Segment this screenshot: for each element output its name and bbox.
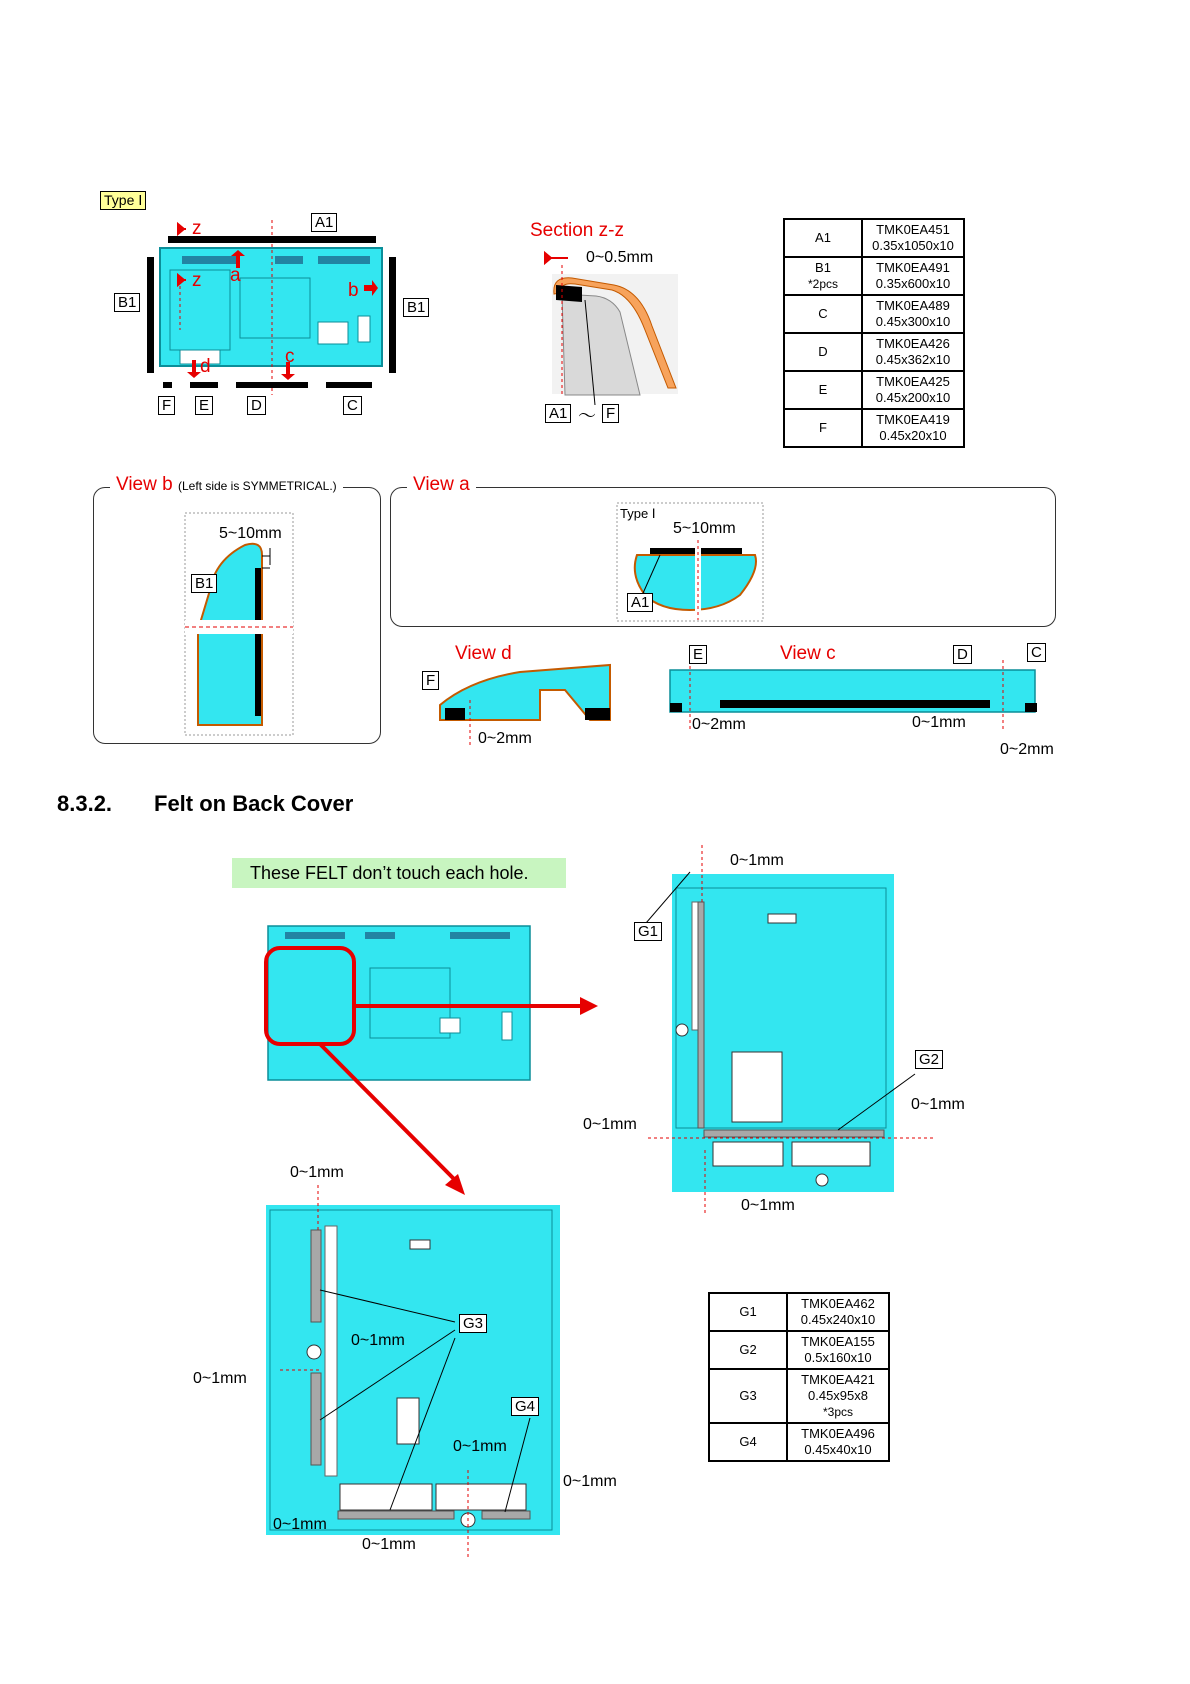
view-c-dim-right: 0~2mm	[1000, 741, 1054, 758]
part-size: 0.35x1050x10	[872, 238, 954, 253]
part-qty: *3pcs	[822, 1405, 854, 1419]
parts-key-text: G2	[739, 1342, 757, 1357]
parts-key-text: D	[818, 344, 828, 359]
section-number: 8.3.2.	[57, 791, 113, 816]
part-size: 0.45x362x10	[875, 352, 951, 367]
bottom-dim-bottom: 0~1mm	[362, 1536, 416, 1553]
view-a-dim: 5~10mm	[673, 520, 736, 537]
view-a-ref: A1	[627, 593, 653, 612]
part-number: TMK0EA425	[876, 374, 950, 389]
parts-row	[709, 1293, 889, 1331]
part-number: TMK0EA489	[876, 298, 950, 313]
label-b1-left: B1	[114, 293, 140, 312]
section-title: Section z-z	[530, 220, 624, 241]
part-number: TMK0EA426	[876, 336, 950, 351]
parts-row	[709, 1331, 889, 1369]
label-c-arrow: c	[285, 346, 295, 367]
view-c-ref-e: E	[689, 645, 707, 664]
part-number: TMK0EA462	[801, 1296, 875, 1311]
right-dim-bottom: 0~1mm	[741, 1197, 795, 1214]
parts-key	[709, 1369, 787, 1423]
label-b: b	[348, 280, 359, 301]
part-qty: *2pcs	[807, 277, 839, 291]
section-gap: 0~0.5mm	[586, 249, 654, 266]
part-size: 0.45x20x10	[879, 428, 947, 443]
label-g3: G3	[459, 1314, 487, 1333]
bottom-dim-left: 0~1mm	[193, 1370, 247, 1387]
part-number: TMK0EA155	[801, 1334, 875, 1349]
parts-key-text: G4	[739, 1434, 757, 1449]
parts-value	[787, 1293, 889, 1331]
part-number: TMK0EA451	[876, 222, 950, 237]
label-c: C	[343, 396, 362, 415]
label-a1: A1	[311, 213, 337, 232]
section-ref-f: F	[602, 404, 619, 423]
section-tilde: ～	[578, 406, 596, 426]
part-number: TMK0EA491	[876, 260, 950, 275]
parts-key	[709, 1293, 787, 1331]
felt-note: These FELT don’t touch each hole.	[232, 858, 566, 888]
section-title-832: Felt on Back Cover	[154, 791, 354, 816]
view-b-dim: 5~10mm	[219, 525, 282, 542]
view-b-note: (Left side is SYMMETRICAL.)	[177, 479, 337, 493]
view-c-dim-mid: 0~1mm	[912, 714, 966, 731]
view-a-type: Type Ⅰ	[620, 506, 656, 521]
parts-key-text: E	[818, 382, 828, 397]
label-e: E	[195, 396, 213, 415]
parts-key-text: G3	[739, 1388, 757, 1403]
view-c-title: View c	[780, 643, 836, 664]
label-g4: G4	[511, 1397, 539, 1416]
parts-table-2	[708, 1292, 890, 1462]
bottom-dim-top: 0~1mm	[290, 1164, 344, 1181]
parts-key-text: F	[819, 420, 827, 435]
bottom-dim-bottom-left: 0~1mm	[273, 1516, 327, 1533]
label-g1: G1	[634, 922, 662, 941]
label-d: D	[247, 396, 266, 415]
part-number: TMK0EA419	[876, 412, 950, 427]
label-z-top: z	[192, 218, 202, 239]
part-size: 0.45x240x10	[800, 1312, 876, 1327]
parts-value	[787, 1331, 889, 1369]
view-c-dim-left: 0~2mm	[692, 716, 746, 733]
part-size: 0.5x160x10	[804, 1350, 872, 1365]
parts-value	[787, 1369, 889, 1423]
right-dim-left: 0~1mm	[583, 1116, 637, 1133]
right-dim-top: 0~1mm	[730, 852, 784, 869]
parts-key	[709, 1423, 787, 1461]
view-d-dim: 0~2mm	[478, 730, 532, 747]
bottom-dim-g3: 0~1mm	[351, 1332, 405, 1349]
label-b1-right: B1	[403, 298, 429, 317]
view-c-ref-c: C	[1027, 643, 1046, 662]
view-a-title: View a	[407, 474, 476, 496]
label-g2: G2	[915, 1050, 943, 1069]
parts-value	[787, 1423, 889, 1461]
view-c-ref-d: D	[953, 645, 972, 664]
view-d-ref: F	[422, 671, 439, 690]
parts-key-text: A1	[815, 230, 831, 245]
parts-row	[709, 1423, 889, 1461]
label-d-arrow: d	[200, 356, 211, 377]
parts-key-text: C	[818, 306, 828, 321]
bottom-dim-right: 0~1mm	[563, 1473, 617, 1490]
parts-key	[709, 1331, 787, 1369]
label-a: a	[230, 265, 241, 286]
part-size: 0.45x300x10	[875, 314, 951, 329]
view-b-ref: B1	[191, 574, 217, 593]
parts-row	[709, 1369, 889, 1423]
part-number: TMK0EA421	[801, 1372, 875, 1387]
type-label: Type Ⅰ	[100, 191, 146, 210]
view-b-title-text: View b	[116, 474, 173, 495]
bottom-dim-mid: 0~1mm	[453, 1438, 507, 1455]
parts-key-text: G1	[739, 1304, 757, 1319]
part-size: 0.45x95x8	[808, 1388, 868, 1403]
part-size: 0.35x600x10	[875, 276, 951, 291]
right-dim-right: 0~1mm	[911, 1096, 965, 1113]
part-size: 0.45x40x10	[804, 1442, 872, 1457]
part-number: TMK0EA496	[801, 1426, 875, 1441]
part-size: 0.45x200x10	[875, 390, 951, 405]
label-z-mid: z	[192, 270, 202, 291]
section-ref-a1: A1	[545, 404, 571, 423]
view-d-title: View d	[455, 643, 512, 664]
label-f: F	[158, 396, 175, 415]
parts-key-text: B1	[815, 260, 831, 275]
